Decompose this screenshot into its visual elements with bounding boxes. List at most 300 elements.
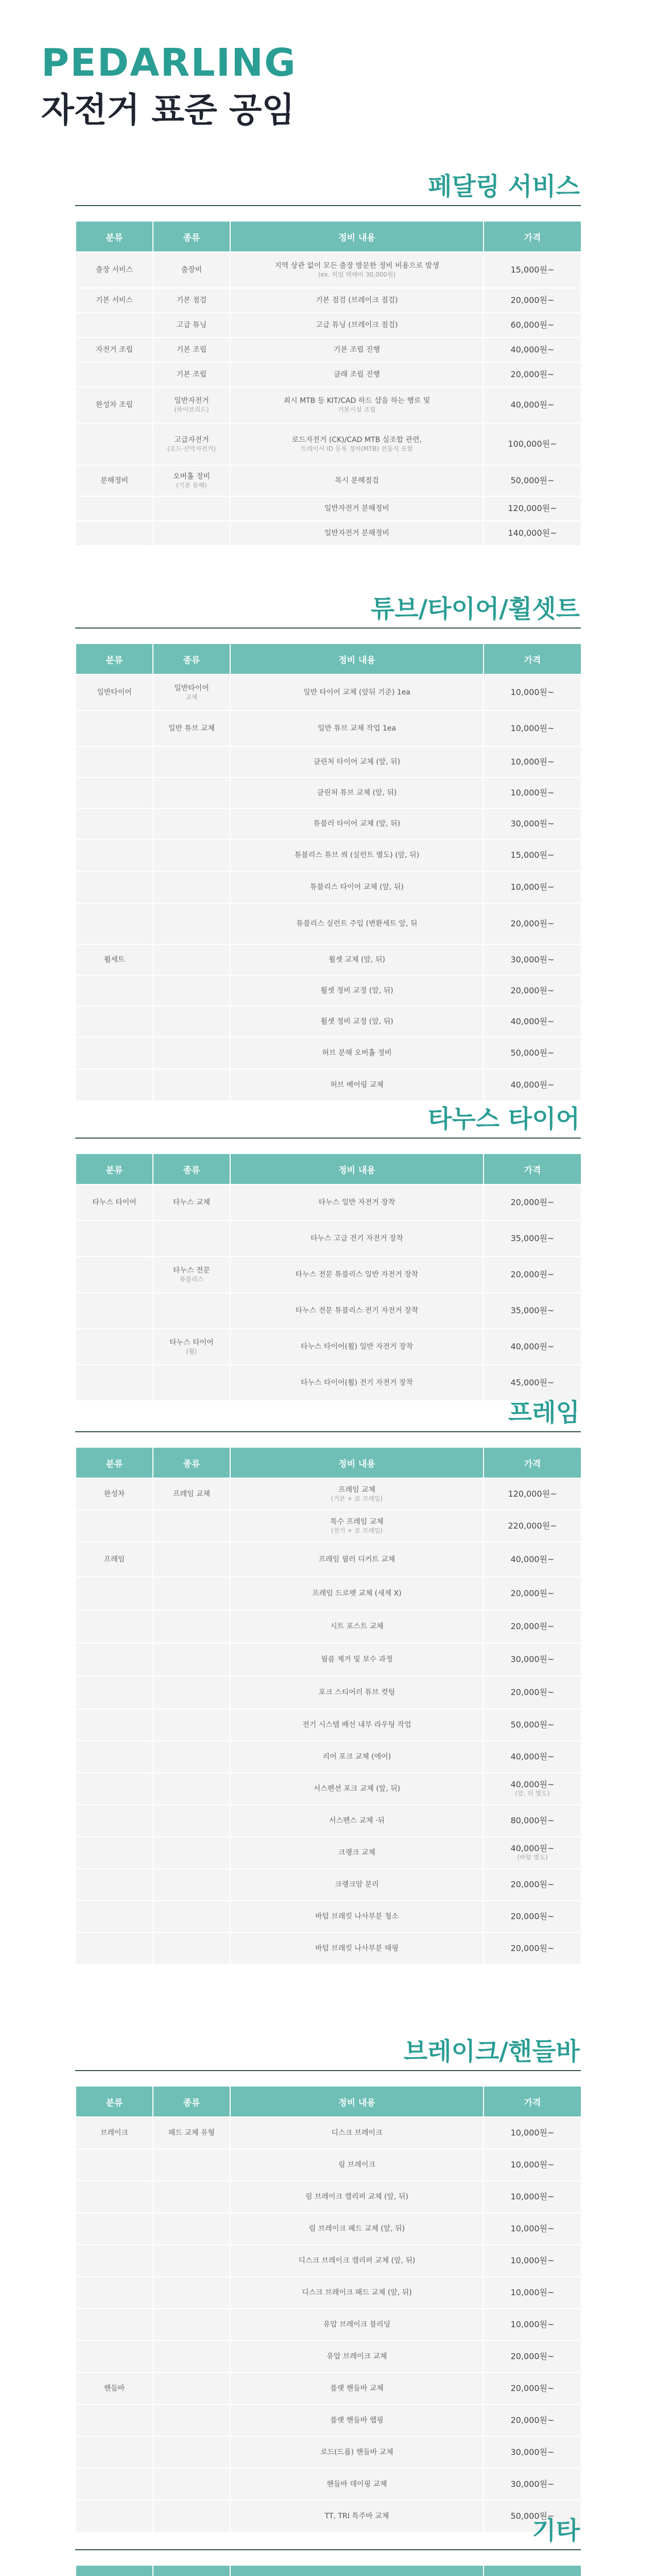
header-category: 분류 [76, 2086, 153, 2117]
detail-cell [230, 1069, 484, 1101]
type-cell [153, 1577, 230, 1610]
detail-cell [230, 2117, 484, 2149]
type-label: 출장비 [181, 266, 202, 274]
category-cell [76, 1643, 153, 1676]
category-cell [76, 1006, 153, 1037]
category-label: 프레임 [103, 1555, 125, 1564]
section-title: 기타 [532, 2516, 580, 2545]
detail-label: 시트 포스트 교체 [330, 1622, 384, 1631]
price-label: 20,000원~ [510, 1588, 555, 1598]
price-cell [484, 2277, 581, 2309]
table-row [76, 1006, 581, 1037]
header-detail: 정비 내용 [230, 2086, 484, 2117]
price-label: 20,000원~ [510, 1269, 555, 1279]
table-row [76, 1510, 581, 1542]
type-cell [153, 1329, 230, 1365]
price-label: 10,000원~ [510, 2192, 555, 2201]
price-label: 10,000원~ [510, 2128, 555, 2138]
detail-label: 튜블리스 타이어 교체 (앞, 뒤) [310, 883, 404, 891]
type-cell [153, 674, 230, 710]
category-cell [76, 1478, 153, 1510]
detail-cell [230, 1773, 484, 1805]
price-cell [484, 1478, 581, 1510]
type-cell [153, 2341, 230, 2372]
category-cell [76, 944, 153, 975]
type-cell [153, 1365, 230, 1401]
price-label: 40,000원~ [510, 1780, 555, 1789]
type-cell [153, 2181, 230, 2213]
type-cell [153, 1542, 230, 1577]
type-cell [153, 1006, 230, 1037]
price-table [75, 2086, 582, 2533]
category-cell [76, 1069, 153, 1101]
detail-cell [230, 2309, 484, 2341]
type-cell [153, 1837, 230, 1869]
table-row [76, 362, 581, 387]
table-row [76, 387, 581, 423]
header-price: 가격 [484, 1154, 581, 1184]
price-label: 40,000원~ [510, 1554, 555, 1564]
section-title: 타누스 타이어 [428, 1105, 580, 1133]
table-row [76, 1365, 581, 1401]
price-label: 50,000원~ [510, 476, 555, 485]
detail-label: 유압 브레이크 교체 [326, 2352, 387, 2361]
price-label: 120,000원~ [508, 503, 557, 513]
detail-cell [230, 1037, 484, 1069]
category-cell [76, 521, 153, 546]
detail-cell [230, 521, 484, 546]
price-label: 10,000원~ [510, 723, 555, 733]
category-cell [76, 1510, 153, 1542]
detail-label: 디스크 브레이크 [331, 2129, 383, 2137]
detail-cell [230, 1510, 484, 1542]
detail-note: (기본 + 로 프레임) [331, 1495, 383, 1502]
detail-cell [230, 496, 484, 521]
page-subtitle: 자전거 표준 공임 [41, 90, 295, 130]
table-row [76, 2245, 581, 2277]
detail-cell [230, 1901, 484, 1933]
type-note: (하이브리드) [174, 406, 209, 413]
category-cell [76, 903, 153, 944]
category-cell [76, 1037, 153, 1069]
category-cell [76, 496, 153, 521]
type-label: 일반자전거 [174, 397, 209, 405]
price-label: 30,000원~ [510, 2447, 555, 2457]
price-label: 40,000원~ [510, 1342, 555, 1351]
price-label: 20,000원~ [510, 1621, 555, 1631]
category-cell [76, 1293, 153, 1329]
type-label: 기본 점검 [176, 296, 207, 304]
price-cell [484, 1542, 581, 1577]
price-cell [484, 313, 581, 337]
header-detail: 정비 내용 [230, 221, 484, 252]
detail-cell [230, 1643, 484, 1676]
table-row [76, 1773, 581, 1805]
category-cell [76, 2404, 153, 2436]
detail-cell [230, 2149, 484, 2181]
category-cell [76, 1577, 153, 1610]
type-cell [153, 1773, 230, 1805]
price-label: 10,000원~ [510, 2256, 555, 2265]
detail-label: 클래 조립 진행 [333, 370, 381, 379]
price-cell [484, 674, 581, 710]
price-cell [484, 944, 581, 975]
price-label: 100,000원~ [508, 439, 557, 449]
price-cell [484, 710, 581, 747]
detail-cell [230, 1257, 484, 1293]
type-cell [153, 1037, 230, 1069]
detail-label: 디스크 브레이크 패드 교체 (앞, 뒤) [302, 2289, 412, 2297]
detail-label: 플랫 핸들바 교체 [330, 2384, 384, 2393]
category-cell [76, 1365, 153, 1401]
price-cell [484, 2404, 581, 2436]
price-label: 20,000원~ [510, 1943, 555, 1953]
table-row [76, 871, 581, 903]
header-type: 종류 [153, 643, 230, 674]
header-price: 가격 [484, 221, 581, 252]
type-cell [153, 1069, 230, 1101]
table-row [76, 1709, 581, 1741]
price-label: 20,000원~ [510, 2351, 555, 2361]
detail-label: 프레임 교체 [338, 1486, 376, 1494]
section-etc [75, 2511, 581, 2576]
price-cell [484, 1069, 581, 1101]
price-label: 10,000원~ [510, 2224, 555, 2233]
price-label: 40,000원~ [510, 345, 555, 354]
price-cell [484, 1365, 581, 1401]
detail-note: (전기 + 로 프레임) [331, 1527, 383, 1534]
table-row [76, 1069, 581, 1101]
detail-label: 리어 포크 교체 (에어) [322, 1753, 391, 1761]
type-note: (로드·산악자전거) [167, 445, 216, 452]
header-detail: 정비 내용 [230, 1154, 484, 1184]
price-cell [484, 903, 581, 944]
price-cell [484, 2372, 581, 2404]
table-row [76, 2213, 581, 2245]
category-cell [76, 2309, 153, 2341]
hero [41, 40, 297, 133]
detail-label: 로드(드롭) 핸들바 교체 [320, 2448, 393, 2456]
detail-label: 기본 점검 (브레이크 점검) [316, 296, 398, 304]
table-row [76, 1184, 581, 1221]
table-row [76, 2468, 581, 2500]
price-label: 35,000원~ [510, 1233, 555, 1243]
price-label: 10,000원~ [510, 2287, 555, 2297]
detail-cell [230, 2468, 484, 2500]
detail-label: 타누스 타이어(휠) 전기 자전거 장착 [300, 1379, 413, 1387]
detail-cell [230, 1933, 484, 1964]
table-header-row [76, 1154, 581, 1184]
price-cell [484, 1037, 581, 1069]
category-label: 핸들바 [103, 2384, 125, 2393]
type-cell [153, 313, 230, 337]
type-label: 오버홀 정비 [172, 472, 211, 481]
table-row [76, 1901, 581, 1933]
section-divider [75, 2070, 581, 2071]
table-row [76, 1837, 581, 1869]
category-cell [76, 1901, 153, 1933]
detail-cell [230, 1365, 484, 1401]
detail-label: 타누스 전문 튜블리스 일반 자전거 장착 [295, 1270, 419, 1279]
detail-cell [230, 1676, 484, 1709]
table-row [76, 710, 581, 747]
detail-cell [230, 747, 484, 777]
brand-title: PEDARLING [41, 41, 297, 85]
type-cell [153, 1221, 230, 1257]
category-cell [76, 1933, 153, 1964]
table-row [76, 2117, 581, 2149]
price-cell [484, 1901, 581, 1933]
detail-label: 목시 분해점검 [335, 477, 379, 485]
type-cell [153, 2149, 230, 2181]
table-row [76, 521, 581, 546]
detail-label: 휠셋 정비 교정 (앞, 뒤) [320, 1018, 393, 1026]
section-title: 브레이크/핸들바 [403, 2037, 580, 2066]
category-cell [76, 2468, 153, 2500]
detail-label: 림 브레이크 [338, 2161, 376, 2169]
table-row [76, 975, 581, 1006]
detail-label: 클린처 튜브 교체 (앞, 뒤) [317, 789, 397, 797]
category-cell [76, 423, 153, 465]
table-row [76, 944, 581, 975]
price-cell [484, 252, 581, 288]
detail-label: 로드자전거 (CK)/CAD MTB 실조합 관련, [291, 436, 422, 444]
detail-cell [230, 1478, 484, 1510]
header-category: 분류 [76, 1154, 153, 1184]
type-cell [153, 1709, 230, 1741]
price-cell [484, 1006, 581, 1037]
price-cell [484, 423, 581, 465]
price-cell [484, 1577, 581, 1610]
category-cell [76, 1257, 153, 1293]
type-cell [153, 2117, 230, 2149]
header-type: 종류 [153, 221, 230, 252]
header-type: 종류 [153, 1447, 230, 1478]
price-label: 40,000원~ [510, 1843, 555, 1853]
type-cell [153, 465, 230, 496]
detail-label: 전기 시스템 배선 내부 라우팅 작업 [302, 1721, 411, 1729]
detail-cell [230, 710, 484, 747]
type-label: 타누스 전문 [172, 1266, 211, 1275]
price-cell [484, 1257, 581, 1293]
detail-cell [230, 1741, 484, 1773]
header-price: 가격 [484, 1447, 581, 1478]
detail-label: 크랭크암 분리 [335, 1880, 379, 1889]
price-label: 20,000원~ [510, 1879, 555, 1889]
section-title: 프레임 [508, 1398, 580, 1427]
type-cell [153, 423, 230, 465]
table-row [76, 1293, 581, 1329]
detail-cell [230, 2245, 484, 2277]
table-row [76, 496, 581, 521]
price-label: 20,000원~ [510, 2383, 555, 2393]
header-type [153, 2565, 230, 2576]
price-label: 30,000원~ [510, 2479, 555, 2489]
category-cell [76, 337, 153, 362]
price-table [75, 1153, 582, 1401]
category-cell [76, 1610, 153, 1643]
price-cell [484, 1709, 581, 1741]
header-price: 가격 [484, 2086, 581, 2117]
detail-label: 튜블러 타이어 교체 (앞, 뒤) [313, 820, 401, 828]
detail-cell [230, 387, 484, 423]
header-price: 가격 [484, 643, 581, 674]
type-cell [153, 1478, 230, 1510]
type-label: 프레임 교체 [172, 1490, 211, 1498]
type-cell [153, 1257, 230, 1293]
category-cell [76, 2181, 153, 2213]
type-cell [153, 2468, 230, 2500]
price-cell [484, 1643, 581, 1676]
table-header-row [76, 221, 581, 252]
type-label: 일반타이어 [174, 684, 209, 692]
detail-label: 디스크 브레이크 캘리퍼 교체 (앞, 뒤) [298, 2257, 416, 2265]
detail-cell [230, 1184, 484, 1221]
table-row [76, 465, 581, 496]
detail-label: 기본 조립 진행 [333, 346, 381, 354]
category-cell [76, 2149, 153, 2181]
category-cell [76, 975, 153, 1006]
type-cell [153, 1610, 230, 1643]
type-cell [153, 1643, 230, 1676]
price-note: (바텀 별도) [517, 1854, 548, 1861]
type-cell [153, 2245, 230, 2277]
detail-cell [230, 674, 484, 710]
category-cell [76, 1184, 153, 1221]
price-cell [484, 387, 581, 423]
price-label: 80,000원~ [510, 1816, 555, 1825]
table-row [76, 1741, 581, 1773]
category-label: 자전거 조립 [95, 346, 133, 354]
price-table [75, 1447, 582, 1965]
price-cell [484, 975, 581, 1006]
detail-cell [230, 1006, 484, 1037]
price-cell [484, 2309, 581, 2341]
category-cell [76, 2117, 153, 2149]
price-cell [484, 1329, 581, 1365]
table-row [76, 2436, 581, 2468]
price-cell [484, 1869, 581, 1901]
detail-label: 크랭크 교체 [338, 1849, 376, 1857]
price-table [75, 2565, 582, 2576]
section-pedaling-service [75, 170, 581, 546]
category-cell [76, 808, 153, 839]
detail-label: TT, TRI 특주바 교체 [324, 2512, 389, 2520]
detail-label: 클린처 타이어 교체 (앞, 뒤) [313, 758, 401, 766]
price-label: 40,000원~ [510, 1080, 555, 1090]
type-cell [153, 252, 230, 288]
price-cell [484, 1773, 581, 1805]
table-row [76, 1221, 581, 1257]
price-cell [484, 1676, 581, 1709]
category-label: 일반타이어 [97, 688, 132, 697]
type-cell [153, 1933, 230, 1964]
detail-cell [230, 1805, 484, 1837]
table-row [76, 1805, 581, 1837]
price-label: 50,000원~ [510, 1048, 555, 1058]
table-header-row [76, 643, 581, 674]
detail-label: 프레임 드로펫 교체 (새제 X) [312, 1589, 402, 1598]
category-cell [76, 2341, 153, 2372]
type-cell [153, 2436, 230, 2468]
table-row [76, 1577, 581, 1610]
price-label: 15,000원~ [510, 850, 555, 860]
type-cell [153, 1869, 230, 1901]
price-label: 10,000원~ [510, 2160, 555, 2170]
price-cell [484, 1741, 581, 1773]
price-cell [484, 337, 581, 362]
detail-label: 최시 MTB 등 KIT/CAD 하드 샵을 하는 행로 및 [283, 397, 430, 405]
type-label: 기본 조립 [176, 370, 207, 379]
section-tanus-tire [75, 1103, 581, 1401]
table-row [76, 1610, 581, 1643]
detail-label: 유압 브레이크 블리딩 [323, 2320, 391, 2329]
detail-note: (ex. 픽업 택배비 30,000원) [318, 271, 396, 278]
detail-label: 특수 프레임 교체 [330, 1518, 384, 1526]
type-note: (기본 분해) [176, 482, 207, 489]
detail-note: 트레이서 ID 등록 정비(MTB) 전동식 포함 [301, 445, 413, 452]
detail-cell [230, 2213, 484, 2245]
category-label: 기본 서비스 [95, 296, 133, 304]
detail-label: 포크 스티어러 튜브 컷팅 [318, 1688, 395, 1697]
section-frame [75, 1396, 581, 1965]
type-cell [153, 903, 230, 944]
type-cell [153, 2277, 230, 2309]
detail-label: 타누스 전문 튜블리스 전기 자전거 장착 [295, 1307, 419, 1315]
price-label: 30,000원~ [510, 955, 555, 964]
price-cell [484, 871, 581, 903]
table-header-row [76, 1447, 581, 1478]
table-row [76, 2181, 581, 2213]
category-cell [76, 465, 153, 496]
detail-cell [230, 871, 484, 903]
category-cell [76, 252, 153, 288]
table-row [76, 2341, 581, 2372]
price-label: 30,000원~ [510, 1654, 555, 1664]
price-label: 20,000원~ [510, 295, 555, 305]
type-cell [153, 808, 230, 839]
price-label: 30,000원~ [510, 819, 555, 828]
detail-cell [230, 313, 484, 337]
category-cell [76, 362, 153, 387]
table-row [76, 1329, 581, 1365]
category-cell [76, 2213, 153, 2245]
type-cell [153, 710, 230, 747]
price-label: 10,000원~ [510, 2319, 555, 2329]
type-label: 고급자전거 [174, 436, 209, 444]
detail-cell [230, 808, 484, 839]
category-cell [76, 1329, 153, 1365]
detail-label: 림 브레이크 캘리퍼 교체 (앞, 뒤) [305, 2193, 408, 2201]
price-label: 20,000원~ [510, 369, 555, 379]
detail-cell [230, 1869, 484, 1901]
detail-label: 일반 타이어 교체 (앞뒤 기준) 1ea [303, 688, 411, 697]
detail-cell [230, 362, 484, 387]
category-label: 분해정비 [100, 477, 129, 485]
table-row [76, 674, 581, 710]
type-cell [153, 387, 230, 423]
category-label: 완성차 [103, 1490, 125, 1498]
type-cell [153, 1510, 230, 1542]
price-note: (앞, 뒤 별도) [515, 1790, 550, 1797]
price-cell [484, 1293, 581, 1329]
section-title: 튜브/타이어/휠셋트 [370, 595, 580, 623]
table-row [76, 313, 581, 337]
price-cell [484, 777, 581, 808]
price-label: 20,000원~ [510, 2415, 555, 2425]
type-cell [153, 2404, 230, 2436]
detail-cell [230, 465, 484, 496]
